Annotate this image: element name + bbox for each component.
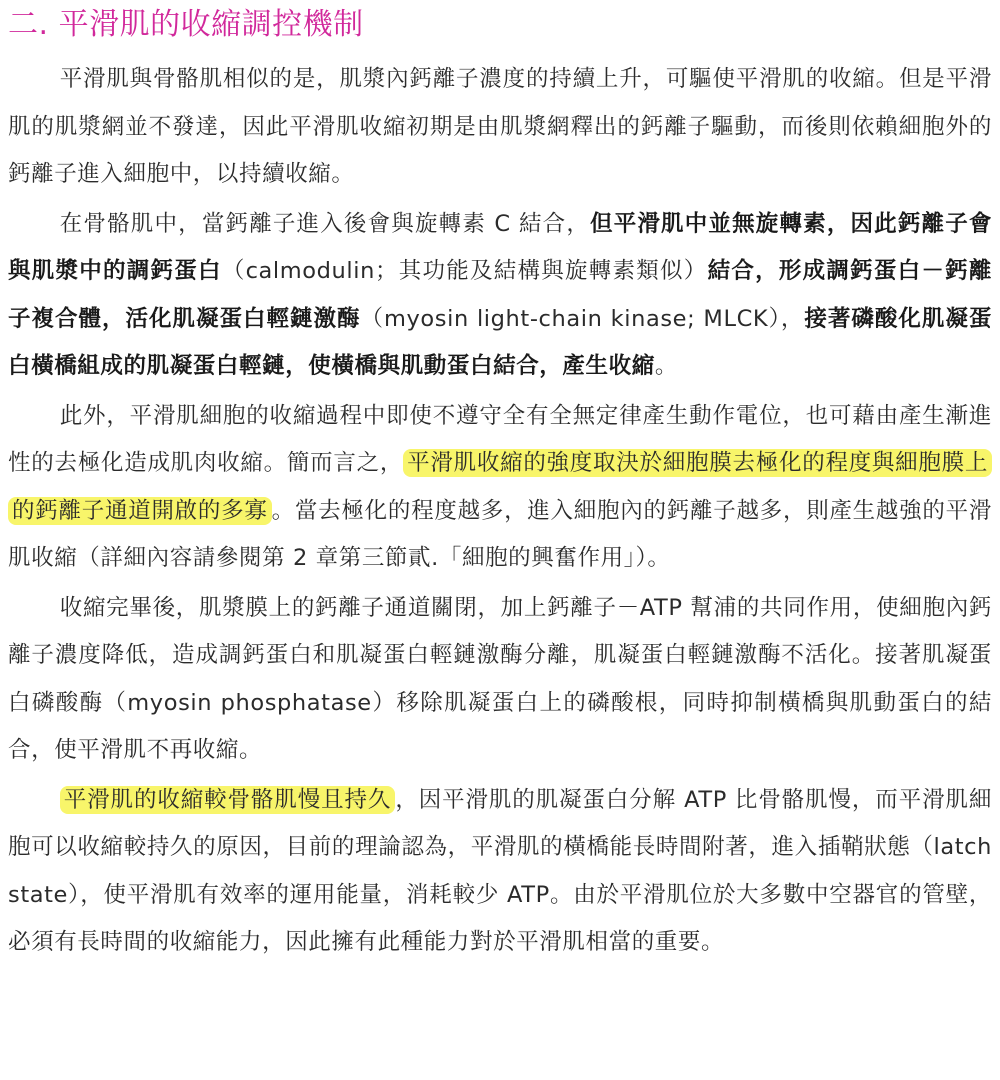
paragraph-2-text-d: 。 [654, 353, 678, 379]
paragraph-2-bold-b: 結合，形成調鈣蛋白－鈣離子複合體，活化肌凝蛋白輕鏈激酶 [8, 258, 992, 332]
paragraph-3-text-b: 。當去極化的程度越多，進入細胞內的鈣離子越多，則產生越強的平滑肌收縮（詳細內容請參閱第 2 章第三節貳.「細胞的興奮作用」）。 [8, 497, 992, 571]
paragraph-2-text-a: 在骨骼肌中，當鈣離子進入後會與旋轉素 C 結合， [59, 210, 591, 237]
paragraph-2-bold-a: 但平滑肌中並無旋轉素，因此鈣離子會與肌漿中的調鈣蛋白 [8, 210, 992, 284]
paragraph-2-text-c: （myosin light-chain kinase; MLCK）， [360, 305, 805, 332]
paragraph-4-text: 收縮完畢後，肌漿膜上的鈣離子通道關閉，加上鈣離子－ATP 幫浦的共同作用，使細胞內鈣離子濃度降低，造成調鈣蛋白和肌凝蛋白輕鏈激酶分離，肌凝蛋白輕鏈激酶不活化。接著肌凝蛋白磷酸酶（myosin phosphatase）移除肌凝蛋白上的磷酸根，同時抑制橫橋與肌動蛋白的結合，使平滑肌不再收縮。 [8, 594, 992, 763]
paragraph-4 [8, 585, 992, 775]
paragraph-2-bold-c: 接著磷酸化肌凝蛋白橫橋組成的肌凝蛋白輕鏈，使橫橋與肌動蛋白結合，產生收縮 [8, 305, 992, 379]
paragraph-2 [8, 201, 992, 391]
paragraph-3-highlight: 平滑肌收縮的強度取決於細胞膜去極化的程度與細胞膜上的鈣離子通道開啟的多寡 [8, 449, 992, 525]
paragraph-3 [8, 393, 992, 583]
paragraph-2-text-b: （calmodulin；其功能及結構與旋轉素類似） [221, 258, 708, 284]
section-title: 二. 平滑肌的收縮調控機制 [8, 7, 364, 42]
paragraph-3-text-a: 此外，平滑肌細胞的收縮過程中即使不遵守全有全無定律產生動作電位，也可藉由產生漸進性的去極化造成肌肉收縮。簡而言之， [8, 402, 992, 476]
paragraph-5-highlight: 平滑肌的收縮較骨骼肌慢且持久 [60, 786, 396, 814]
paragraph-5 [8, 777, 992, 967]
paragraph-1 [8, 56, 992, 199]
paragraph-1-text: 平滑肌與骨骼肌相似的是，肌漿內鈣離子濃度的持續上升，可驅使平滑肌的收縮。但是平滑肌的肌漿網並不發達，因此平滑肌收縮初期是由肌漿網釋出的鈣離子驅動，而後則依賴細胞外的鈣離子進入細胞中，以持續收縮。 [8, 66, 992, 187]
paragraph-5-text: ，因平滑肌的肌凝蛋白分解 ATP 比骨骼肌慢，而平滑肌細胞可以收縮較持久的原因，目前的理論認為，平滑肌的橫橋能長時間附著，進入插鞘狀態（latch state），使平滑肌有效率的運用能量，消耗較少 ATP。由於平滑肌位於大多數中空器官的管壁，必須有長時間的收縮能力，因此擁有此種能力對於平滑肌相當的重要。 [8, 786, 992, 955]
